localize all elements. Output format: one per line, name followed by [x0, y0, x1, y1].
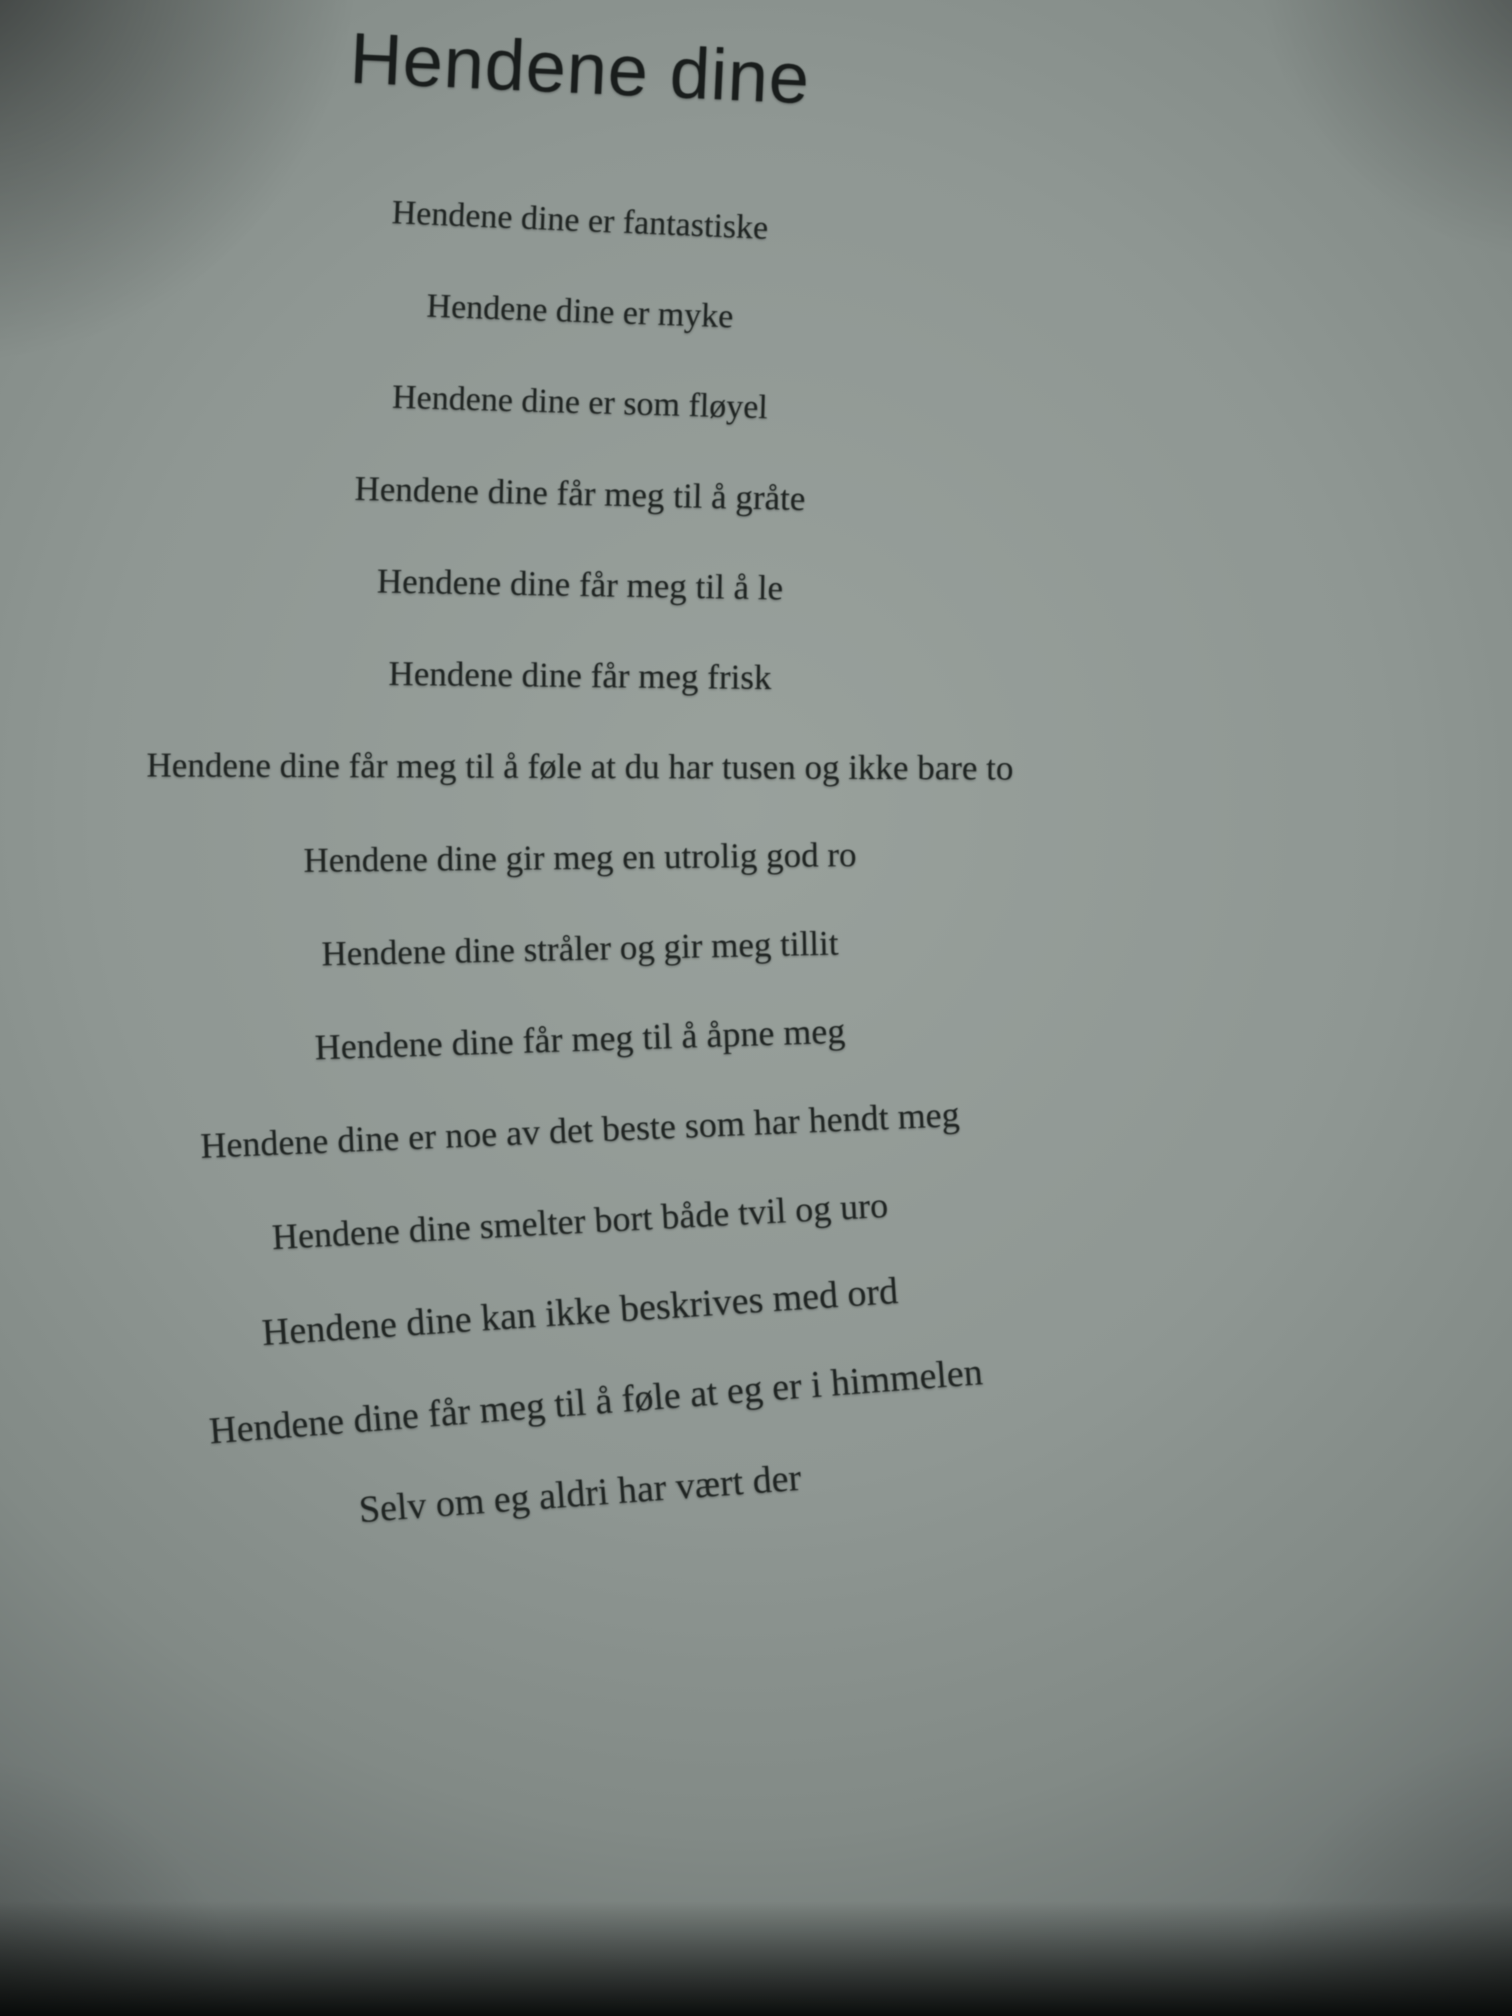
- poem-line: Hendene dine får meg til å føle at eg er i himmelen: [207, 1351, 985, 1453]
- poem-line: Hendene dine stråler og gir meg tillit: [321, 923, 839, 974]
- poem-line: Hendene dine er noe av det beste som har hendt meg: [199, 1094, 961, 1166]
- poem-line: Hendene dine gir meg en utrolig god ro: [303, 835, 857, 880]
- poem-title: Hendene dine: [348, 18, 812, 120]
- poem-line: Hendene dine får meg til å åpne meg: [314, 1010, 846, 1068]
- poem-line: Hendene dine kan ikke beskrives med ord: [260, 1269, 900, 1355]
- poem-line: Hendene dine får meg til å føle at du har tusen og ikke bare to: [146, 745, 1014, 788]
- poem-body: [0, 175, 1160, 1540]
- poem-line: Hendene dine er fantastiske: [391, 194, 769, 247]
- poem-line: Selv om eg aldri har vært der: [357, 1456, 803, 1532]
- poem-line: Hendene dine får meg til å le: [376, 561, 784, 608]
- poem-line: Hendene dine får meg til å gråte: [354, 468, 806, 519]
- poem-line: Hendene dine er myke: [426, 287, 734, 336]
- poem-line: Hendene dine er som fløyel: [391, 378, 769, 427]
- poem-line: Hendene dine får meg frisk: [388, 653, 772, 698]
- poem-line: Hendene dine smelter bort både tvil og uro: [270, 1184, 890, 1258]
